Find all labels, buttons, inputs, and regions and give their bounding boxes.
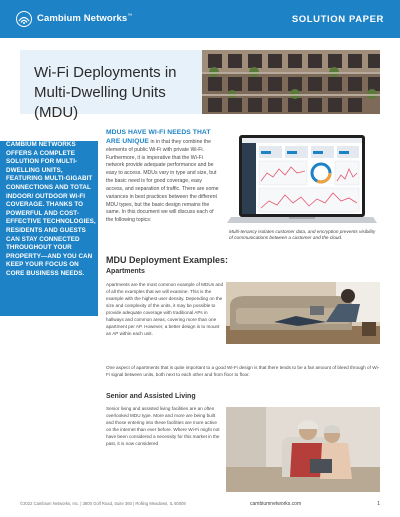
hero-section xyxy=(0,50,400,121)
sidebar-summary xyxy=(0,141,98,316)
apartment-living-room-photo xyxy=(226,282,380,344)
brand-logo[interactable] xyxy=(16,11,132,27)
intro-body: in in that they combine the elements of public Wi-Fi with private Wi-Fi. Furthermore, it is imperative that the Wi-Fi network provide adequate performance and be easy to access. MDUs vary in type and size, but the basic need is for good coverage, easy access, and separation of traffic. There are some variances in best practices between the different MDU types, but the basic design remains the same. In this document we will discuss each of the following topics: xyxy=(106,138,219,224)
laptop-dashboard-image xyxy=(225,133,379,229)
footer-copyright: ©2022 Cambium Networks, Inc. | 3800 Golf Road, Suite 360 | Rolling Meadows, IL 60008 xyxy=(20,501,186,506)
cambium-logo-icon xyxy=(16,11,32,27)
senior-couple-photo xyxy=(226,407,380,492)
brand-name: Cambium Networks™ xyxy=(37,13,133,25)
document-type-label: SOLUTION PAPER xyxy=(291,14,384,25)
senior-living-paragraph: Senior living and assisted living facilities are an often overlooked MDU type. More and more are being built and those entering into these facilities are more active on the internet than ever before. Where Wi-Fi might not have been considered a necessity for this market in the past, it is now considered xyxy=(106,406,220,446)
footer-website-link[interactable]: cambiumnetworks.com xyxy=(250,501,302,507)
page-number: 1 xyxy=(377,501,380,507)
page-footer xyxy=(0,497,400,517)
intro-lead: MDUS HAVE WI-FI NEEDS THAT ARE UNIQUE xyxy=(106,129,211,145)
page-title: Wi-Fi Deployments in Multi-Dwelling Units (MDU) xyxy=(34,64,177,121)
header-bar xyxy=(0,0,400,38)
sidebar-text: CAMBIUM NETWORKS OFFERS A COMPLETE SOLUTION FOR MULTI-DWELLING UNITS, FEATURING MULTI-GIGABIT CONNECTIONS AND TOTAL INDOOR/ OUTDOOR WI-FI COVERAGE. THANKS TO POWERFUL AND COST-EFFECTIVE TECHNOLOGIES, RESIDENTS AND GUESTS CAN STAY CONNECTED THROUGHOUT YOUR PROPERTY—AND YOU CAN KEEP YOUR FOCUS ON CORE BUSINESS NEEDS. xyxy=(6,141,96,277)
building-facade-image xyxy=(202,50,380,114)
apartments-heading: Apartments xyxy=(106,268,145,275)
apartments-paragraph-1: Apartments are the most common example of MDUs and of all the examples that we will examine. This is the example with the highest user density. Depending on the size and complexity of the units, it may be possible to provide adequate coverage with traditional APs in hallways and common areas, covering more than one apartment per AP. However, a better design is to mount an AP within each unit. xyxy=(106,282,224,336)
image-caption: Multi-tenancy isolates customer data, and encryption prevents visibility of communications between a customer and the cloud. xyxy=(229,229,376,240)
section-title: MDU Deployment Examples: xyxy=(106,255,229,265)
apartments-paragraph-2: One aspect of apartments that is quite important to a good Wi-Fi design is that there tends to be a fair amount of bleed through of Wi-Fi signal between units, both next to each other and from floor to floor. xyxy=(106,365,380,377)
senior-living-heading: Senior and Assisted Living xyxy=(106,393,196,400)
intro-paragraph xyxy=(106,129,219,225)
